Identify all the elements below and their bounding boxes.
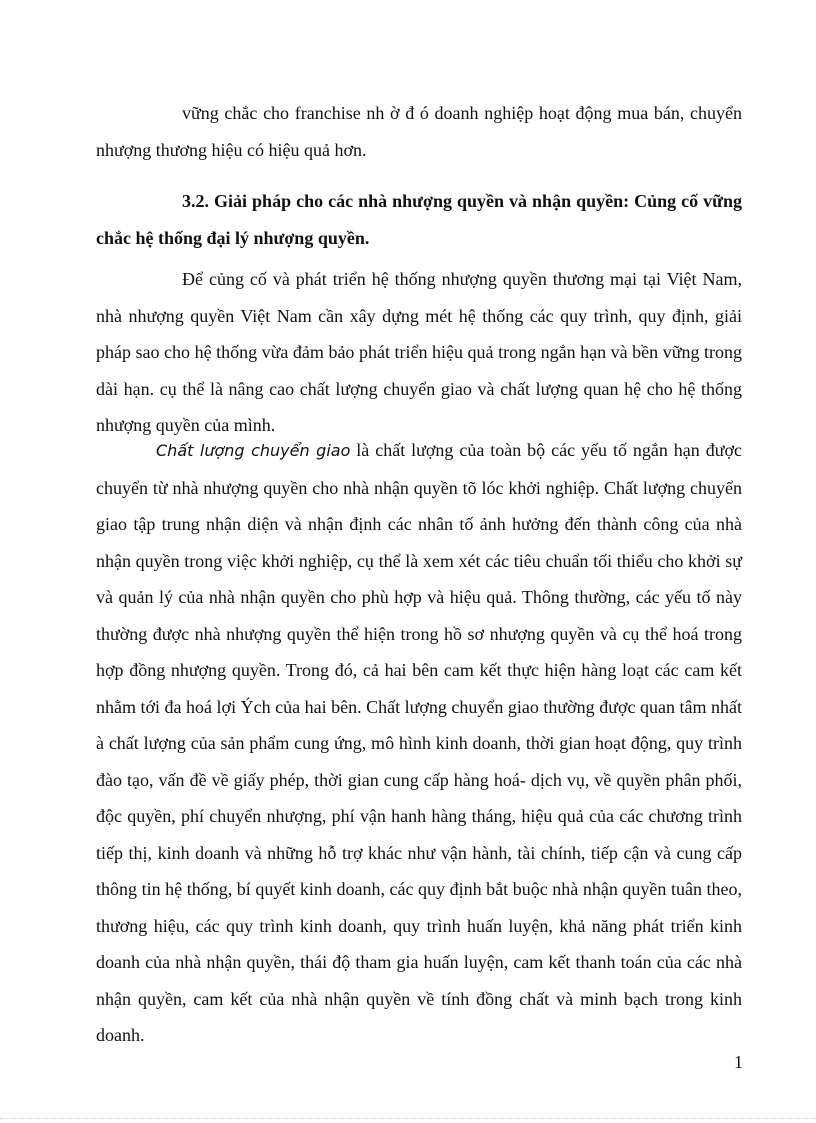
page-number: 1	[734, 1052, 743, 1072]
paragraph-continuation: vững chắc cho franchise nh ờ đ ó doanh nghiệp hoạt động mua bán, chuyển nhượng thương hiệu có hiệu quả hơn.	[96, 103, 742, 160]
italic-lead-term: Chất lượng chuyển giao	[156, 441, 351, 460]
paragraph-transfer-quality	[96, 432, 742, 1054]
page-bottom-divider	[0, 1118, 816, 1119]
paragraph-body: là chất lượng của toàn bộ các yếu tố ngắn hạn được chuyển từ nhà nhượng quyền cho nhà nhận quyền tõ lóc khởi nghiệp. Chất lượng chuyển giao tập trung nhận diện và nhận định các nhân tố ảnh hưởng đến thành công của nhà nhận quyền trong việc khởi nghiệp, cụ thể là xem xét các tiêu chuẩn tối thiểu cho khởi sự và quản lý của nhà nhận quyền cho phù hợp và hiệu quả. Thông thường, các yếu tố này thường được nhà nhượng quyền thể hiện trong hồ sơ nhượng quyền và cụ thể hoá trong hợp đồng nhượng quyền. Trong đó, cả hai bên cam kết thực hiện hàng loạt các cam kết nhằm tới đa hoá lợi Ých của hai bên. Chất lượng chuyển giao thường được quan tâm nhất à chất lượng của sản phẩm cung ứng, mô hình kinh doanh, thời gian hoạt động, quy trình đào tạo, vấn đề về giấy phép, thời gian cung cấp hàng hoá- dịch vụ, về quyền phân phối, độc quyền, phí chuyển nhượng, phí vận hanh hàng tháng, hiệu quả của các chương trình tiếp thị, kinh doanh và những hỗ trợ khác như vận hành, tài chính, tiếp cận và cung cấp thông tin hệ thống, bí quyết kinh doanh, các quy định bắt buộc nhà nhận quyền tuân theo, thương hiệu, các quy trình kinh doanh, quy trình huấn luyện, khả năng phát triển kinh doanh của nhà nhận quyền, thái độ tham gia huấn luyện, cam kết thanh toán của các nhà nhận quyền, cam kết của nhà nhận quyền về tính đồng chất và minh bạch trong kinh doanh.	[96, 440, 742, 1045]
section-heading: 3.2. Giải pháp cho các nhà nhượng quyền và nhận quyền: Củng cố vững chắc hệ thống đại lý nhượng quyền.	[96, 191, 742, 248]
paragraph-system-consolidation: Để củng cố và phát triển hệ thống nhượng quyền thương mại tại Việt Nam, nhà nhượng quyền Việt Nam cần xây dựng mét hệ thống các quy trình, quy định, giải pháp sao cho hệ thống vừa đảm bảo phát triển hiệu quả trong ngắn hạn và bền vững trong dài hạn. cụ thể là nâng cao chất lượng chuyển giao và chất lượng quan hệ cho hệ thống nhượng quyền của mình.	[96, 269, 742, 435]
